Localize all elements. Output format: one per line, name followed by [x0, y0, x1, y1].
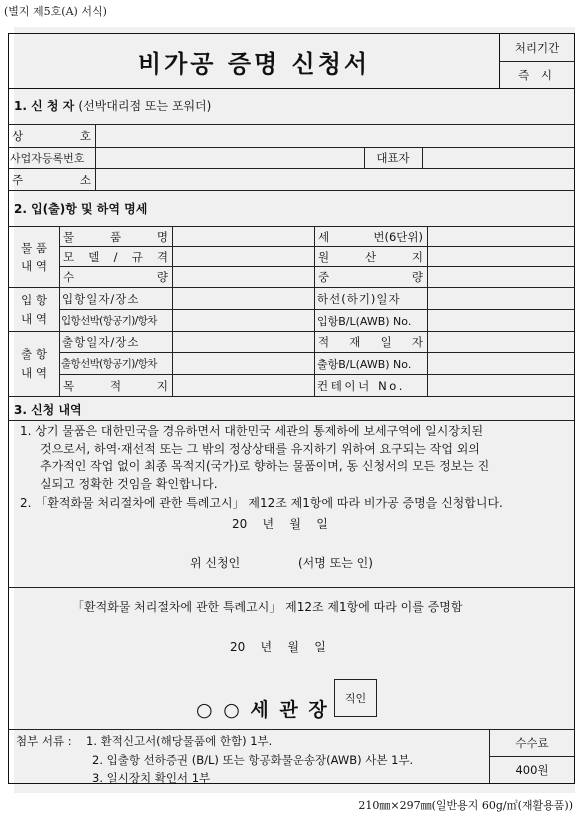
weight-label — [318, 267, 423, 287]
c: 지 — [156, 378, 168, 393]
exit-bl-label: 출항B/L(AWB) No. — [317, 357, 412, 371]
attachments-label: 첨부 서류 : — [16, 734, 72, 748]
label-part: 출 항 — [21, 347, 47, 361]
c: / — [113, 249, 118, 264]
c: 목 — [63, 378, 75, 393]
form-title: 비가공 증명 신청서 — [137, 49, 371, 78]
certification-text: 「환적화물 처리절차에 관한 특례고시」 제12조 제1항에 따라 이를 증명함 — [72, 600, 463, 614]
company-name-field[interactable] — [96, 125, 574, 147]
processing-period-label: 처리기간 — [514, 40, 560, 55]
c: 적 — [318, 335, 330, 349]
declaration-item-1 — [20, 423, 570, 493]
fee-label: 수수료 — [515, 736, 549, 750]
cargo-exit-values-area[interactable] — [428, 227, 574, 396]
c: 지 — [411, 249, 423, 264]
section1-subtitle: (선박대리점 또는 포워더) — [78, 98, 212, 113]
signature-label: (서명 또는 인) — [298, 556, 373, 570]
attachment-item-2: 2. 입출항 선하증권 (B/L) 또는 항공화물운송장(AWB) 사본 1부. — [92, 753, 414, 767]
section1-heading — [14, 94, 211, 116]
entry-group-label — [9, 288, 59, 331]
line: 것으로서, 하역·재선적 또는 그 밖의 정상상태를 유지하기 위하여 요구되는 작업 외의 — [40, 441, 480, 456]
section1-title: 1. 신 청 자 — [14, 98, 75, 113]
label-part: 상 — [12, 129, 24, 143]
c: 량 — [156, 270, 168, 284]
attachment-item-1: 1. 환적신고서(해당물품에 한함) 1부. — [86, 734, 273, 748]
c: 일 — [380, 335, 392, 349]
rule — [59, 226, 60, 397]
origin-label — [318, 247, 423, 266]
destination-label — [63, 375, 168, 396]
label-part: 내 역 — [21, 311, 47, 326]
application-date: 20 년 월 일 — [232, 517, 328, 531]
exit-date-place-label: 출항일자/장소 — [62, 335, 140, 349]
loading-date-label — [318, 332, 423, 352]
label-part: 입 항 — [21, 292, 47, 307]
exit-group-label — [9, 332, 59, 396]
c: 물 — [63, 229, 75, 244]
line: 1. 상기 물품은 대한민국을 경유하면서 대한민국 세관의 통제하에 보세구역에 일시장치된 — [20, 424, 484, 438]
rule — [8, 587, 575, 588]
fee-value: 400원 — [515, 763, 549, 777]
cargo-group-label — [9, 227, 59, 287]
attachment-item-3: 3. 일시장치 확인서 1부 — [92, 771, 211, 785]
c: 모 — [63, 249, 75, 264]
label-part: 내 역 — [21, 366, 47, 380]
entry-date-place-label: 입항일자/장소 — [62, 291, 140, 306]
c: 수 — [63, 270, 75, 284]
entry-vessel-label: 입항선박(항공기)/항차 — [61, 315, 157, 327]
rule — [314, 226, 315, 397]
section2-heading: 2. 입(출)항 및 하역 명세 — [14, 201, 148, 216]
certification-date: 20 년 월 일 — [230, 640, 326, 654]
rule — [8, 420, 575, 421]
rule — [8, 190, 575, 191]
company-name-label — [12, 125, 91, 147]
label-part: 소 — [79, 172, 91, 187]
unloading-date-label: 하선(하기)일자 — [317, 291, 401, 306]
customs-office-name: ○ ○ 세 관 장 — [196, 699, 329, 721]
form-reference: (별지 제5호(A) 서식) — [4, 5, 107, 18]
declaration-item-2: 2. 「환적화물 처리절차에 관한 특례고시」 제12조 제1항에 따라 비가공 증명을 신청합니다. — [20, 496, 503, 510]
representative-label: 대표자 — [376, 151, 410, 165]
c: 품 — [109, 229, 122, 244]
paper-specification: 210㎜×297㎜(일반용지 60g/㎡(재활용품)) — [358, 799, 573, 812]
quantity-label — [63, 267, 168, 287]
official-seal-box: 직인 — [334, 679, 377, 717]
section3-heading: 3. 신청 내역 — [14, 402, 82, 417]
item-name-label — [63, 227, 168, 246]
c: 번(6단위) — [373, 229, 423, 244]
address-label — [12, 169, 91, 190]
label-part: 내 역 — [21, 259, 47, 273]
applicant-name-field[interactable] — [255, 553, 295, 573]
model-spec-label — [63, 247, 168, 266]
entry-bl-label: 입항B/L(AWB) No. — [317, 314, 412, 328]
label-part: 물 품 — [21, 241, 47, 255]
representative-field[interactable] — [423, 148, 574, 168]
business-number-label: 사업자등록번호 — [10, 152, 85, 165]
c: 산 — [364, 249, 377, 264]
label-part: 주 — [12, 172, 24, 187]
applicant-label: 위 신청인 — [190, 556, 241, 570]
c: 적 — [109, 378, 122, 393]
c: 델 — [88, 249, 100, 264]
rule — [8, 396, 575, 397]
c: 재 — [349, 335, 361, 349]
business-number-field[interactable] — [96, 148, 363, 168]
line: 실되고 정확한 것임을 확인합니다. — [40, 476, 218, 491]
hs-code-label — [318, 227, 423, 246]
c: 량 — [411, 270, 423, 284]
c: 규 — [131, 249, 143, 264]
c: 중 — [318, 270, 330, 284]
address-field[interactable] — [96, 169, 574, 190]
exit-vessel-label: 출항선박(항공기)/항차 — [61, 358, 157, 370]
c: 격 — [156, 249, 168, 264]
cargo-entry-values-area[interactable] — [173, 227, 313, 396]
container-no-label: 컨테이너 No. — [317, 378, 405, 393]
c: 원 — [318, 249, 330, 264]
title-bottom-rule — [8, 88, 575, 89]
c: 명 — [156, 229, 168, 244]
c: 자 — [411, 335, 423, 349]
label-part: 호 — [79, 129, 91, 143]
processing-period-value: 즉 시 — [518, 68, 556, 82]
c: 세 — [318, 229, 330, 244]
line: 추가적인 작업 없이 최종 목적지(국가)로 향하는 물품이며, 동 신청서의 모든 정보는 진 — [40, 459, 490, 473]
